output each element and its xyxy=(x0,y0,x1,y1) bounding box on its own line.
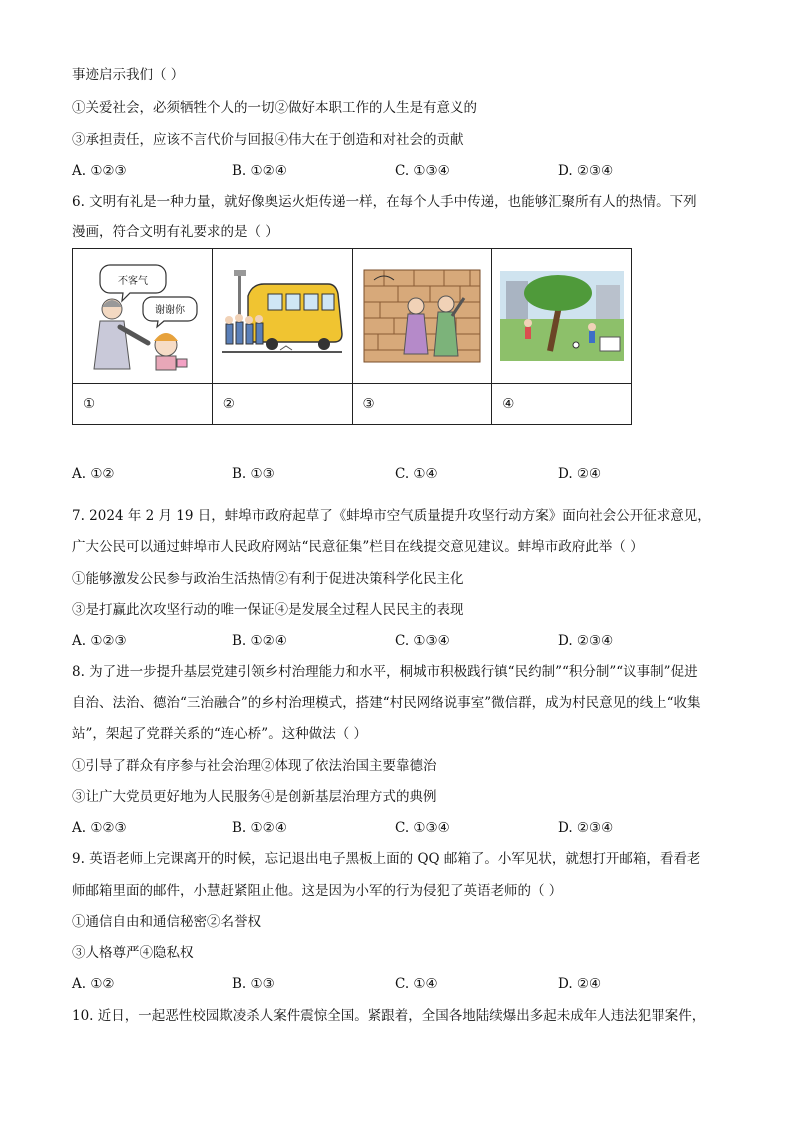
option-b: B. ①②④ xyxy=(232,820,287,836)
option-c: C. ①③④ xyxy=(395,820,450,836)
q9-stem-line-1: 9. 英语老师上完课离开的时候，忘记退出电子黑板上面的 QQ 邮箱了。小军见状，就想打开邮箱，看看老 xyxy=(72,851,701,867)
cartoon-cell-1 xyxy=(73,249,213,384)
q7-stem-line-1: 7. 2024 年 2 月 19 日，蚌埠市政府起草了《蚌埠市空气质量提升攻坚行动方案》面向社会公开征求意见， xyxy=(72,508,711,524)
cartoon-graffiti-wall-image xyxy=(360,264,484,368)
q9-statements-2: ③人格尊严④隐私权 xyxy=(72,945,194,961)
q5-options xyxy=(72,162,672,180)
cartoon-thanks-image xyxy=(80,257,204,375)
option-a: A. ①②③ xyxy=(72,633,127,649)
cartoon-cell-3 xyxy=(352,249,492,384)
cartoon-park-football-image xyxy=(500,271,624,361)
cartoon-label-4: ④ xyxy=(492,384,632,425)
cartoon-cell-4 xyxy=(492,249,632,384)
q8-stem-line-3: 站”，架起了党群关系的“连心桥”。这种做法（ ） xyxy=(72,726,367,742)
q10-stem-line-1: 10. 近日，一起恶性校园欺凌杀人案件震惊全国。紧跟着，全国各地陆续爆出多起未成年人违法犯罪案件， xyxy=(72,1008,706,1024)
option-b: B. ①③ xyxy=(232,466,275,482)
option-a: A. ①②③ xyxy=(72,820,127,836)
q8-options xyxy=(72,819,672,837)
q5-statements-2: ③承担责任，应该不言代价与回报④伟大在于创造和对社会的贡献 xyxy=(72,132,464,148)
option-d: D. ②③④ xyxy=(558,633,614,649)
option-d: D. ②④ xyxy=(558,466,602,482)
q6-stem-line-1: 6. 文明有礼是一种力量，就好像奥运火炬传递一样，在每个人手中传递，也能够汇聚所有人的热情。下列 xyxy=(72,194,697,210)
cartoon-label-2: ② xyxy=(212,384,352,425)
q7-options xyxy=(72,632,672,650)
option-b: B. ①③ xyxy=(232,976,275,992)
q8-statements-2: ③让广大党员更好地为人民服务④是创新基层治理方式的典例 xyxy=(72,789,437,805)
q8-stem-line-2: 自治、法治、德治“三治融合”的乡村治理模式，搭建“村民网络说事室”微信群，成为村民意见的线上“收集 xyxy=(72,695,701,711)
cartoon-label-1: ① xyxy=(73,384,213,425)
q7-statements-2: ③是打赢此次攻坚行动的唯一保证④是发展全过程人民民主的表现 xyxy=(72,602,464,618)
q7-stem-line-2: 广大公民可以通过蚌埠市人民政府网站“民意征集”栏目在线提交意见建议。蚌埠市政府此举（ ） xyxy=(72,539,644,555)
q8-stem-line-1: 8. 为了进一步提升基层党建引领乡村治理能力和水平，桐城市积极践行镇“民约制”“积分制”“议事制”促进 xyxy=(72,664,698,680)
option-c: C. ①④ xyxy=(395,976,438,992)
q7-statements-1: ①能够激发公民参与政治生活热情②有利于促进决策科学化民主化 xyxy=(72,571,464,587)
option-b: B. ①②④ xyxy=(232,633,287,649)
option-c: C. ①③④ xyxy=(395,163,450,179)
bubble-text-2: 谢谢你 xyxy=(155,305,186,316)
option-d: D. ②④ xyxy=(558,976,602,992)
q5-statements-1: ①关爱社会，必须牺牲个人的一切②做好本职工作的人生是有意义的 xyxy=(72,100,477,116)
cartoon-bus-queue-image xyxy=(220,266,344,366)
bubble-text-1: 不客气 xyxy=(118,276,149,287)
q9-statements-1: ①通信自由和通信秘密②名誉权 xyxy=(72,914,261,930)
q9-stem-line-2: 师邮箱里面的邮件，小慧赶紧阻止他。这是因为小军的行为侵犯了英语老师的（ ） xyxy=(72,883,563,899)
q9-options xyxy=(72,975,672,993)
q5-stem-tail: 事迹启示我们（ ） xyxy=(72,67,185,83)
option-a: A. ①② xyxy=(72,976,115,992)
cartoon-label-3: ③ xyxy=(352,384,492,425)
option-d: D. ②③④ xyxy=(558,163,614,179)
option-a: A. ①②③ xyxy=(72,163,127,179)
option-a: A. ①② xyxy=(72,466,115,482)
option-c: C. ①③④ xyxy=(395,633,450,649)
cartoon-cell-2 xyxy=(212,249,352,384)
q8-statements-1: ①引导了群众有序参与社会治理②体现了依法治国主要靠德治 xyxy=(72,758,437,774)
option-b: B. ①②④ xyxy=(232,163,287,179)
cartoon-table xyxy=(72,248,632,425)
q6-stem-line-2: 漫画，符合文明有礼要求的是（ ） xyxy=(72,224,279,240)
option-c: C. ①④ xyxy=(395,466,438,482)
q6-options xyxy=(72,465,672,483)
option-d: D. ②③④ xyxy=(558,820,614,836)
